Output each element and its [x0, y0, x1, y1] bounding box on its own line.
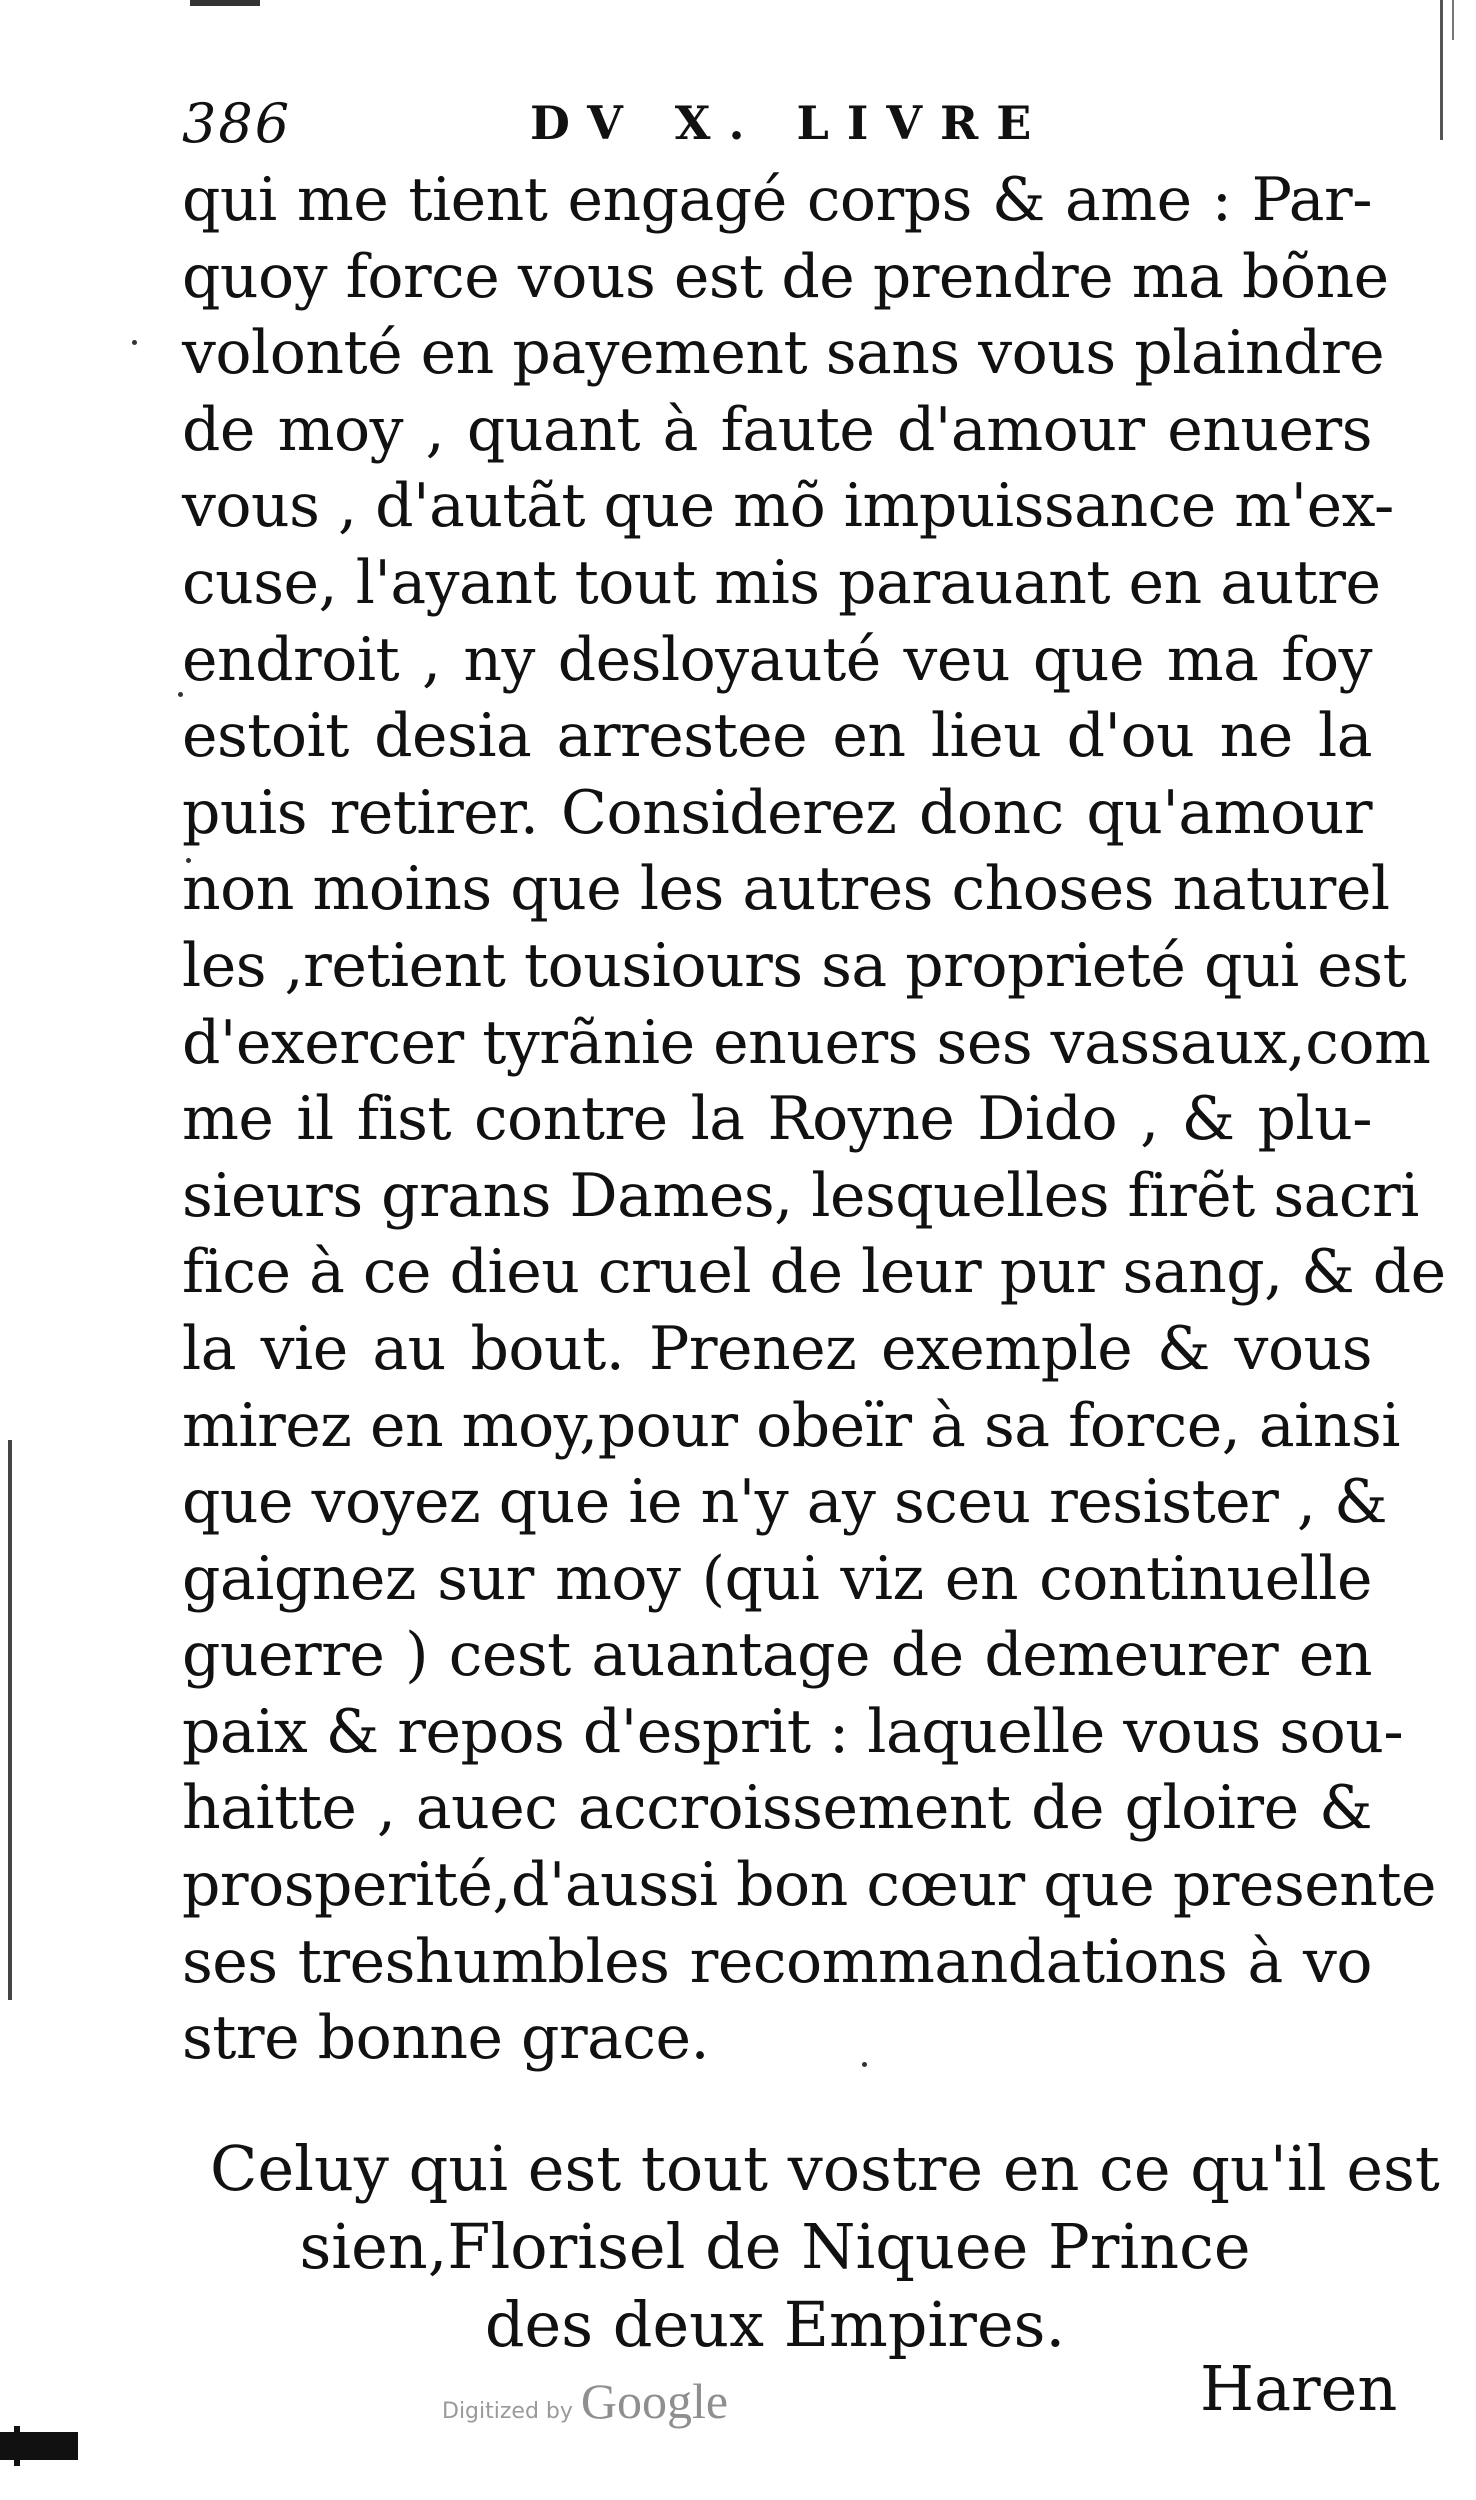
text-line: qui me tient engagé corps & ame : Par-	[182, 165, 1372, 235]
scan-corner-mark	[0, 2432, 78, 2460]
watermark-prefix: Digitized by	[442, 2399, 573, 2424]
text-line: volonté en payement sans vous plaindre	[182, 318, 1385, 389]
text-line: paix & repos d'esprit : laquelle vous sou-	[182, 1696, 1404, 1767]
text-line: prosperité,d'aussi bon cœur que presente	[182, 1850, 1437, 1921]
text-line: mirez en moy,pour obeïr à sa force, ainsi	[182, 1390, 1400, 1461]
text-line: les ,retient tousiours sa proprieté qui est	[182, 930, 1407, 1001]
text-line: guerre ) cest auantage de demeurer en	[182, 1620, 1372, 1691]
google-logo: Google	[580, 2373, 729, 2429]
text-line: fice à ce dieu cruel de leur pur sang, & de	[182, 1237, 1446, 1308]
signature-line-2: sien,Florisel de Niquee Prince	[299, 2210, 1251, 2283]
text-line: sieurs grans Dames, lesquelles firẽt sacri	[182, 1160, 1419, 1231]
text-line: la vie au bout. Prenez exemple & vous	[182, 1313, 1372, 1384]
signature-line-3: des deux Empires.	[484, 2288, 1066, 2361]
page-number: 386	[182, 92, 292, 155]
text-line: non moins que les autres choses naturel	[182, 854, 1390, 925]
text-line-last: stre bonne grace.	[182, 2003, 710, 2074]
text-line: me il fist contre la Royne Dido , & plu-	[182, 1084, 1372, 1155]
letter-signature	[150, 2130, 1440, 2364]
text-line: haitte , auec accroissement de gloire &	[182, 1773, 1372, 1844]
scan-edge-left	[8, 1440, 12, 2000]
text-line: gaignez sur moy (qui viz en continuelle	[182, 1543, 1372, 1614]
text-line: que voyez que ie n'y ay sceu resister , &	[182, 1467, 1387, 1538]
page-header	[160, 92, 1120, 172]
text-line: quoy force vous est de prendre ma bõne	[182, 241, 1389, 312]
body-text	[182, 162, 1446, 2077]
text-line: estoit desia arrestee en lieu d'ou ne la	[182, 701, 1372, 772]
text-line: endroit , ny desloyauté veu que ma foy	[182, 624, 1372, 695]
signature-line-1: Celuy qui est tout vostre en ce qu'il est	[210, 2132, 1440, 2205]
text-line: de moy , quant à faute d'amour enuers	[182, 394, 1372, 465]
text-line: ses treshumbles recommandations à vo	[182, 1926, 1372, 1997]
running-head: DV X. LIVRE	[530, 96, 1050, 150]
ink-speck	[132, 340, 137, 345]
scan-edge-right-mark	[1452, 0, 1454, 40]
text-line: puis retirer. Considerez donc qu'amour	[182, 777, 1372, 848]
text-line: cuse, l'ayant tout mis parauant en autre	[182, 547, 1381, 618]
catchword: Haren	[1200, 2352, 1398, 2425]
text-line: vous , d'autãt que mõ impuissance m'ex-	[182, 471, 1394, 542]
scan-edge-right	[1440, 0, 1443, 140]
text-line: d'exercer tyrãnie enuers ses vassaux,com	[182, 1007, 1431, 1078]
scan-artifact-top	[190, 0, 260, 6]
digitized-watermark	[442, 2372, 728, 2430]
